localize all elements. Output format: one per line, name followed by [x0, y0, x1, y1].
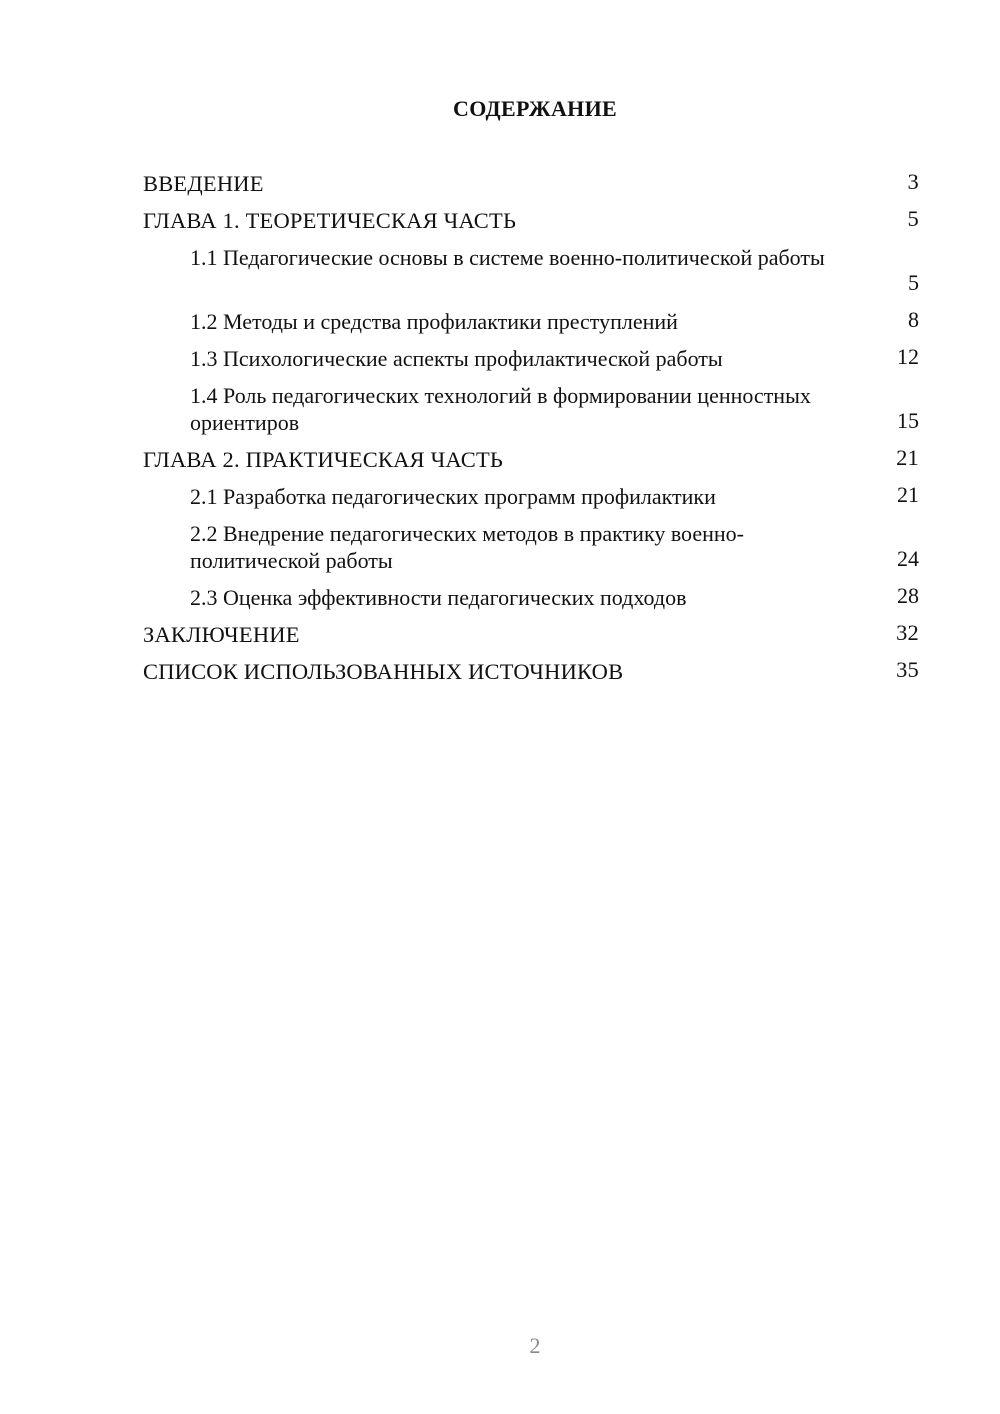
toc-entry-text: 1.3 Психологические аспекты профилактической работы: [190, 346, 723, 371]
toc-entry-section-1-3[interactable]: [143, 343, 919, 380]
toc-entry-page: 3: [907, 169, 919, 194]
table-of-contents: [143, 168, 919, 693]
toc-entry-text: ЗАКЛЮЧЕНИЕ: [143, 622, 300, 647]
toc-entry-introduction[interactable]: [143, 168, 919, 205]
toc-entry-chapter-2[interactable]: [143, 444, 919, 481]
toc-entry-section-1-1[interactable]: [143, 242, 919, 306]
toc-entry-text: ГЛАВА 1. ТЕОРЕТИЧЕСКАЯ ЧАСТЬ: [143, 208, 517, 233]
toc-entry-section-2-1[interactable]: [143, 481, 919, 518]
toc-entry-page: 32: [896, 620, 919, 645]
toc-entry-chapter-1[interactable]: [143, 205, 919, 242]
toc-entry-text: ГЛАВА 2. ПРАКТИЧЕСКАЯ ЧАСТЬ: [143, 447, 504, 472]
toc-entry-page: 28: [897, 583, 919, 608]
toc-entry-page: 21: [897, 482, 919, 507]
toc-entry-page: 5: [908, 270, 919, 295]
toc-entry-text: 2.2 Внедрение педагогических методов в практику военно-политической работы: [190, 521, 744, 573]
toc-entry-text: ВВЕДЕНИЕ: [143, 171, 264, 196]
page-number: 2: [529, 1333, 541, 1358]
toc-entry-page: 8: [908, 307, 919, 332]
toc-entry-conclusion[interactable]: [143, 619, 919, 656]
toc-entry-section-1-4[interactable]: [143, 380, 919, 444]
toc-entry-page: 21: [896, 445, 919, 470]
toc-entry-page: 5: [907, 206, 919, 231]
toc-entry-text: 2.1 Разработка педагогических программ профилактики: [190, 484, 716, 509]
toc-entry-references[interactable]: [143, 656, 919, 693]
toc-entry-section-2-3[interactable]: [143, 582, 919, 619]
toc-entry-section-1-2[interactable]: [143, 306, 919, 343]
toc-entry-text: СПИСОК ИСПОЛЬЗОВАННЫХ ИСТОЧНИКОВ: [143, 659, 624, 684]
page-title: СОДЕРЖАНИЕ: [453, 96, 617, 121]
toc-entry-section-2-2[interactable]: [143, 518, 919, 582]
toc-entry-text: 1.1 Педагогические основы в системе военно-политической работы: [190, 245, 825, 270]
toc-entry-text: 1.4 Роль педагогических технологий в формировании ценностных ориентиров: [190, 383, 811, 435]
toc-entry-page: 35: [896, 657, 919, 682]
toc-entry-page: 12: [897, 344, 919, 369]
toc-entry-page: 15: [897, 408, 919, 433]
toc-entry-page: 24: [897, 546, 919, 571]
toc-entry-text: 1.2 Методы и средства профилактики преступлений: [190, 309, 678, 334]
toc-entry-text: 2.3 Оценка эффективности педагогических подходов: [190, 585, 687, 610]
